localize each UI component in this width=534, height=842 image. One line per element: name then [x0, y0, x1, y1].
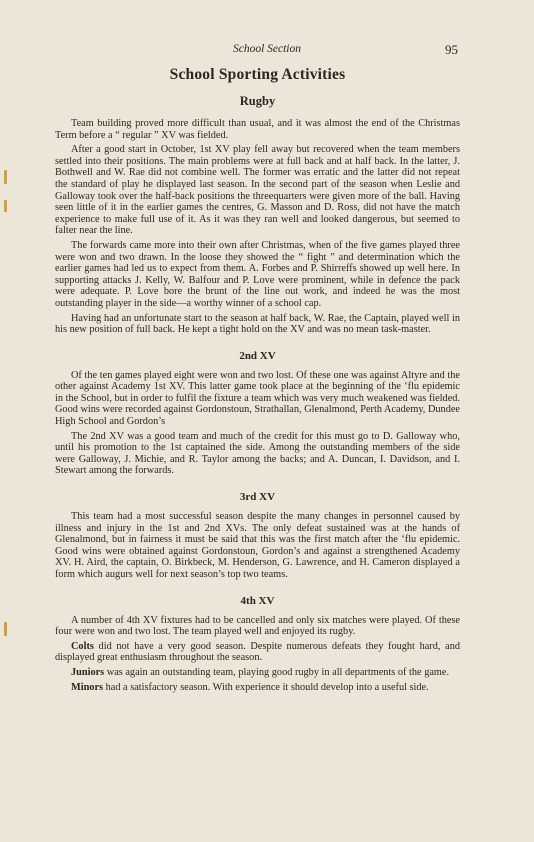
- page-number: 95: [445, 42, 458, 57]
- article-body: [55, 66, 460, 693]
- running-head: [0, 43, 534, 57]
- paragraph: Of the ten games played eight were won and two lost. Of these one was against Altyre and the other against Academy 1st XV. This latter game took place at the beginning of the ‘flu epidemic in the School, but in order to fulfil the fixture a team which was very much weakened was fielded. Good wins were recorded against Gordonstoun, Strathallan, Glenalmond, Perth Academy, Dundee High School and Gordon’s: [55, 369, 460, 428]
- rugby-heading: Rugby: [239, 94, 276, 108]
- note-lead: Juniors: [71, 666, 105, 678]
- paragraph: A number of 4th XV fixtures had to be cancelled and only six matches were played. Of these four were won and two lost. The team played well and enjoyed its rugby.: [55, 614, 460, 638]
- paragraph: The 2nd XV was a good team and much of the credit for this must go to D. Galloway who, until his promotion to the 1st captained the side. Among the outstanding members of the side were Galloway, J. Michie, and R. Taylor among the backs; and A. Duncan, I. Davidson, and I. Stewart among the forwards.: [55, 430, 460, 477]
- note-text: did not have a very good season. Despite numerous defeats they fought hard, and displayed great enthusiasm throughout the season.: [55, 640, 460, 664]
- note-paragraph: [55, 667, 460, 679]
- paragraph: Having had an unfortunate start to the season at half back, W. Rae, the Captain, played well in his new position of full back. He kept a tight hold on the XV and was no mean task-master.: [55, 312, 460, 336]
- third-xv-heading: 3rd XV: [239, 491, 276, 504]
- paragraph: The forwards came more into their own after Christmas, when of the five games played three were won and two drawn. In the loose they showed the “ fight ” and determination which the earlier games had led us to expect from them. A. Forbes and P. Shirreffs showed up well here. In supporting attacks J. Kelly, W. Balfour and P. Love were prominent, while in defence the pack were adequate. P. Love bore the brunt of the line out work, and indeed he was the most outstanding player in the side—a worthy winner of a school cap.: [55, 239, 460, 309]
- fourth-xv-heading: 4th XV: [240, 594, 275, 607]
- section-title: School Section: [232, 43, 302, 55]
- note-text: had a satisfactory season. With experience it should develop into a useful side.: [103, 681, 429, 693]
- note-paragraph: [55, 682, 460, 694]
- paragraph: This team had a most successful season despite the many changes in personnel caused by illness and injury in the 1st and 2nd XVs. The only defeat sustained was at the hands of Glenalmond, but in fairness it must be said that this was the first match after the ‘flu epidemic. Good wins were obtained against Gordonstoun, Gordon’s and against a strengthened Academy XV. H. Aird, the captain, O. Birkbeck, M. Henderson, G. Lawrence, and H. Cameron displayed a form which augurs well for next season’s top two teams.: [55, 511, 460, 580]
- paragraph: After a good start in October, 1st XV play fell away but recovered when the team members settled into their positions. The main problems were at full back and at half back. In the latter, J. Bothwell and W. Rae did not combine well. The former was erratic and the latter did not repeat the standard of play he displayed last season. In the second part of the season when Leslie and Galloway took over the half-back positions the threequarters were given more of the ball. Having seen little of it in the earlier games the centres, G. Masson and D. Ross, did not have the match experience to make full use of it. As it was they ran well and looked dangerous, but seemed to falter near the line.: [55, 144, 460, 237]
- note-lead: Minors: [71, 681, 104, 693]
- note-paragraph: [55, 641, 460, 664]
- second-xv-heading: 2nd XV: [239, 349, 276, 362]
- margin-mark: [4, 170, 7, 184]
- note-text: was again an outstanding team, playing good rugby in all departments of the game.: [104, 666, 450, 678]
- note-lead: Colts: [71, 640, 94, 652]
- margin-mark: [4, 622, 7, 636]
- paragraph: Team building proved more difficult than usual, and it was almost the end of the Christmas Term before a “ regular ” XV was fielded.: [55, 118, 460, 141]
- margin-mark: [4, 200, 7, 212]
- article-title: School Sporting Activities: [169, 66, 346, 83]
